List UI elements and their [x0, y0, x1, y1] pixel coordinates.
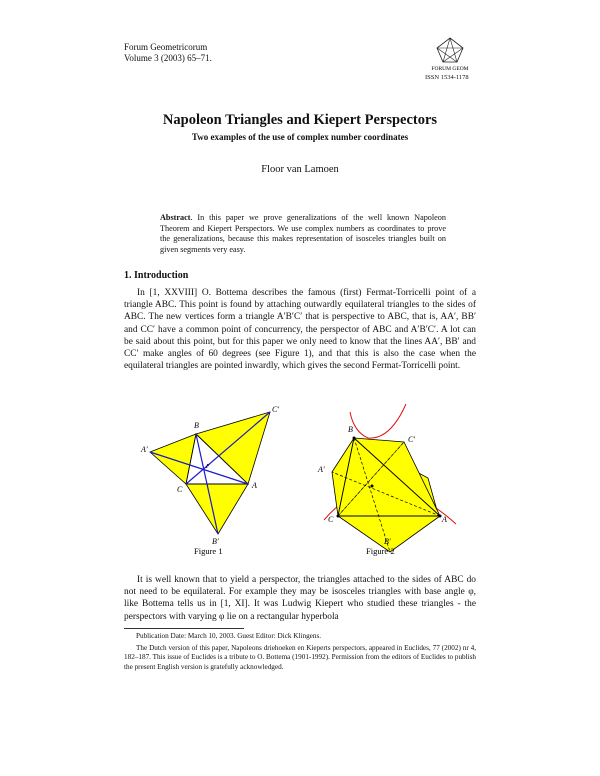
label-c: C [177, 485, 183, 494]
label-b1: B′ [212, 537, 219, 546]
label-a-2: A [442, 515, 447, 524]
journal-volume: Volume 3 (2003) 65–71. [124, 53, 212, 63]
figure-1-caption: Figure 1 [194, 546, 223, 556]
label-c1: C′ [272, 405, 280, 414]
point-b [353, 437, 356, 440]
journal-header [124, 42, 212, 64]
paper-title: Napoleon Triangles and Kiepert Perspectors [162, 112, 438, 128]
outer-triangle-ca [186, 484, 248, 534]
point-perspector [371, 485, 374, 488]
logo-icon [425, 36, 475, 72]
intro-paragraph: In [1, XXVIII] O. Bottema describes the famous (first) Fermat-Torricelli point of a triangle ABC. This point is found by attaching outwardly equilateral triangles to the sides of ABC. The new vertices form a triangle A′B′C′ that is perspective to ABC, that is, AA′, BB′ and CC′ have a common point of concurrency, the perspector of ABC and A′B′C′. A lot can be said about this point, but for this paper we only need to know that the lines AA′, BB′ and CC′ make angles of 60 degrees (see Figure 1), and that this is also the case when the equilateral triangles are pointed inwardly, which gives the second Fermat-Torricelli point. [124, 288, 476, 372]
issn: ISSN 1534-1178 [425, 74, 469, 81]
label-c-2: C [328, 515, 334, 524]
logo-text: FORUM GEOM [431, 66, 469, 72]
label-b1-2: B′ [384, 537, 391, 546]
label-a1: A′ [141, 445, 148, 454]
abstract-text: In this paper we prove generalizations of the well known Napoleon Theorem and Kiepert Perspectors. We use complex numbers as coordinates to prove the generalizations, because this makes representation of isosceles triangles built on given segments very easy. [160, 213, 446, 254]
figure-1 [136, 402, 296, 558]
figure-2-caption: Figure 2 [366, 546, 395, 556]
figure-2 [310, 402, 470, 558]
intro-paragraph-2: It is well known that to yield a perspector, the triangles attached to the sides of ABC do not need to be equilateral. For example they may be isosceles triangles with base angle φ, like Bottema tells us in [1, XI]. It was Ludwig Kiepert who studied these triangles - the perspectors with varying φ lie on a rectangular hyperbola [124, 575, 476, 622]
hyperbola-upper [350, 404, 406, 438]
label-b: B [194, 421, 199, 430]
label-a1-2: A′ [318, 465, 325, 474]
journal-logo [425, 36, 475, 77]
abstract-label: Abstract [160, 213, 191, 222]
section-heading: 1. Introduction [124, 270, 189, 281]
label-f: F [206, 464, 210, 470]
paper-subtitle: Two examples of the use of complex number coordinates [191, 132, 409, 142]
label-a: A [252, 481, 257, 490]
abstract: Abstract. In this paper we prove generalizations of the well known Napoleon Theorem and Kiepert Perspectors. We use complex numbers as coordinates to prove the generalizations, because this makes representation of isosceles triangles built on given segments very easy. [160, 213, 446, 254]
label-b-2: B [348, 425, 353, 434]
figure-1-drawing [140, 405, 279, 556]
point-c [337, 515, 340, 518]
paper-author: Floor van Lamoen [261, 164, 339, 175]
footnote-rule [124, 628, 244, 629]
footnote-publication: Publication Date: March 10, 2003. Guest Editor: Dick Klingens. [136, 632, 322, 640]
label-c1-2: C′ [408, 435, 416, 444]
journal-name: Forum Geometricorum [124, 42, 208, 52]
figure-2-drawing [317, 404, 456, 556]
footnote-dutch-version: The Dutch version of this paper, Napoleons driehoeken en Kieperts perspectors, appeared in Euclides, 77 (2002) nr 4, 182–187. This issue of Euclides is a tribute to O. Bottema (1901-1992). Permission from the editors of Euclides to publish the present English version is gratefully acknowledged. [124, 644, 477, 671]
